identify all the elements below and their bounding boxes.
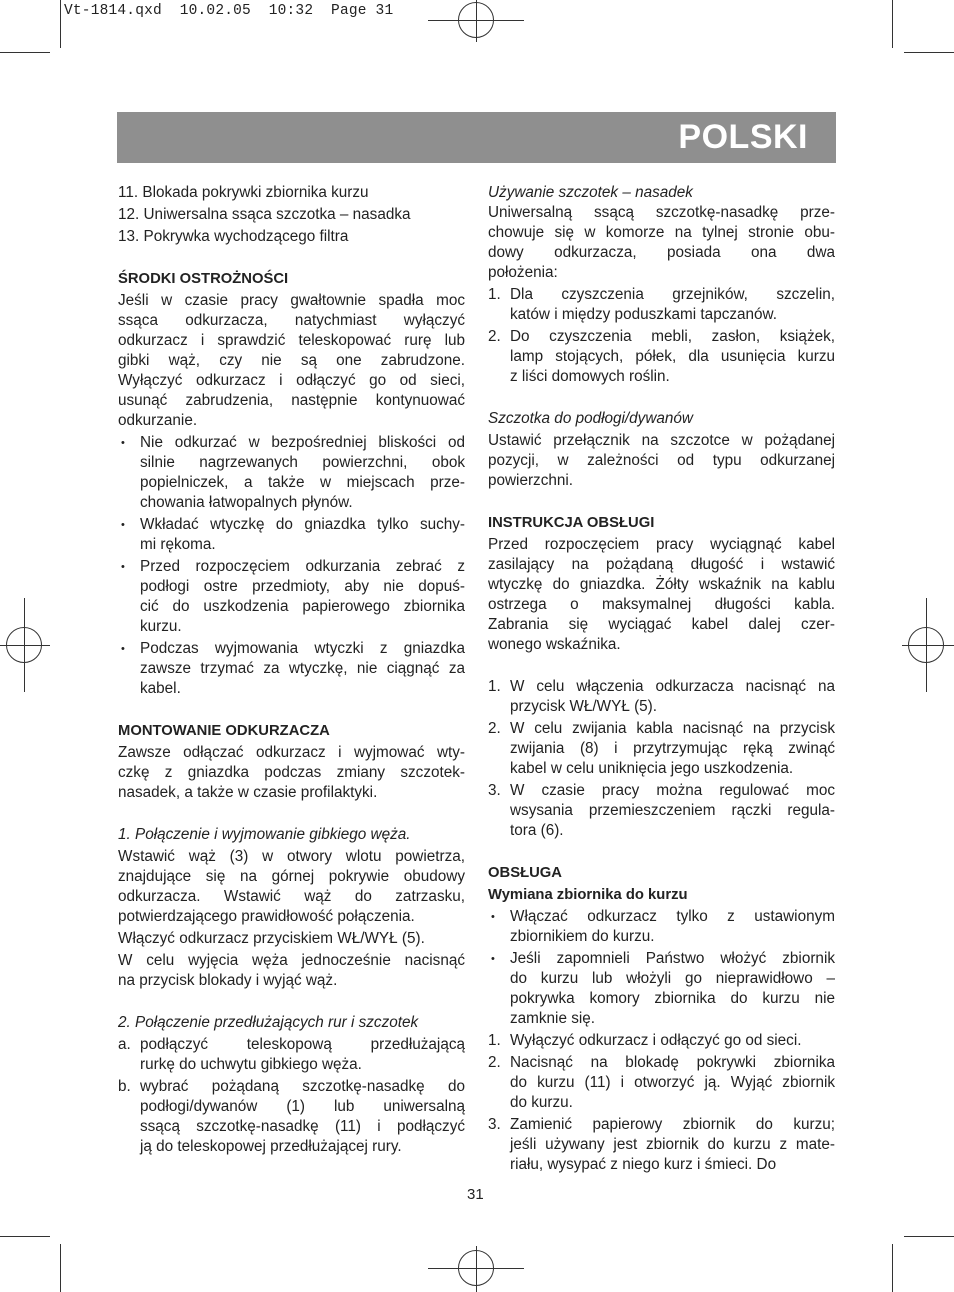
numbered-item [488,1031,835,1051]
item-text: przycisk WŁ/WYŁ (5). [510,698,658,715]
section-heading: MONTOWANIE ODKURZACZA [118,723,330,739]
item-text: do kurzu (11) i otworzyć ją. Wyjąć zbiornik [510,1074,835,1091]
item-marker: 1. [488,678,501,695]
item-text: W czasie pracy można regulować moc [510,782,835,799]
paragraph-line: Wyłączyć odkurzacz i odłączyć go od sieci, [118,372,465,389]
bullet-text: podłogi ostre przedmioty, aby nie dopuś- [140,578,465,595]
bullet-text: Podczas wyjmowania wtyczki z gniazdka [140,640,465,657]
item-marker: 2. [488,328,501,345]
numbered-item [488,1053,835,1113]
paragraph-line: odkurzacza. Wstawić wąż do zatrzasku, [118,888,465,905]
item-text: wybrać pożądaną szczotkę-nasadkę do [140,1078,465,1095]
crop-mark [60,1244,61,1292]
item-marker: 3. [488,782,501,799]
paragraph-line: Przed rozpoczęciem pracy wyciągnąć kabel [488,536,835,553]
item-text: Wyłączyć odkurzacz i odłączyć go od sieci. [510,1032,802,1049]
crop-mark [904,1236,954,1237]
subsection-title: 2. Połączenie przedłużających rur i szczotek [118,1014,419,1031]
crop-mark [0,52,50,53]
item-text: z liści domowych roślin. [510,368,670,385]
parts-list-item: 12. Uniwersalna ssąca szczotka – nasadka [118,206,411,223]
bullet-text: Przed rozpoczęciem odkurzania zebrać z [140,558,465,575]
subsection-heading: Wymiana zbiornika do kurzu [488,887,688,903]
paragraph-line: Wstawić wąż (3) w otwory wlotu powietrza, [118,848,465,865]
bullet-text: popielniczek, a także w miejscach prze- [140,474,465,491]
paragraph-line: wonego wskaźnika. [488,636,621,653]
bullet-marker: • [491,911,495,923]
bullet-item [118,557,465,637]
bullet-text: zbiornikiem do kurzu. [510,928,655,945]
item-text: Do czyszczenia mebli, zasłon, książek, [510,328,835,345]
bullet-item [488,949,835,1029]
bullet-marker: • [121,437,125,449]
numbered-item [488,1115,835,1175]
paragraph-line: Jeśli w czasie pracy gwałtownie spadła moc [118,292,465,309]
bullet-text: silnie nagrzewanych powierzchni, obok [140,454,465,471]
item-text: do kurzu. [510,1094,573,1111]
bullet-marker: • [121,561,125,573]
item-marker: 1. [488,286,501,303]
paragraph-line: usunąć zabrudzenia, następnie kontynuować [118,392,465,409]
paragraph-line: nasadek, a także w czasie profilaktyki. [118,784,378,801]
item-text: W celu zwijania kabla nacisnąć na przycisk [510,720,835,737]
numbered-item [118,1035,465,1075]
paragraph-line: znajdujące się na górnej pokrywie obudowy [118,868,465,885]
paragraph-line: ostrzega o maksymalnej długości kabla. [488,596,835,613]
bullet-item [118,639,465,699]
bullet-text: Włączać odkurzacz tylko z ustawionym [510,908,835,925]
numbered-item [488,781,835,841]
crop-mark [892,0,893,48]
item-text: zwijania (8) i przytrzymując ręką zwinąć [510,740,835,757]
item-marker: b. [118,1078,131,1095]
parts-list-item: 11. Blokada pokrywki zbiornika kurzu [118,184,369,201]
item-text: Dla czyszczenia grzejników, szczelin, [510,286,835,303]
section-heading: OBSŁUGA [488,865,562,881]
bullet-item [118,433,465,513]
left-column [118,183,465,1157]
paragraph-line: Zawsze odłączać odkurzacz i wyjmować wty- [118,744,465,761]
item-text: ssącą szczotkę-nasadkę (11) i podłączyć [140,1118,465,1135]
bullet-text: mi rękoma. [140,536,216,553]
paragraph-line: na przycisk blokady i wyjąć wąż. [118,972,338,989]
bullet-text: cić do uszkodzenia papierowego zbiornika [140,598,465,615]
bullet-item [488,907,835,947]
item-text: Zamienić papierowy zbiornik do kurzu; [510,1116,835,1133]
section-heading: INSTRUKCJA OBSŁUGI [488,515,655,531]
bullet-text: zamknie się. [510,1010,596,1027]
page-number: 31 [467,1186,484,1203]
bullet-marker: • [121,643,125,655]
paragraph-line: potwierdzającego prawidłowość połączenia. [118,908,415,925]
item-text: tora (6). [510,822,564,839]
paragraph-line: W celu wyjęcia węża jednocześnie nacisnąć [118,952,465,969]
item-marker: 2. [488,720,501,737]
item-marker: a. [118,1036,131,1053]
numbered-item [488,327,835,387]
bullet-text: Nie odkurzać w bezpośredniej bliskości od [140,434,465,451]
numbered-item [488,719,835,779]
item-text: W celu włączenia odkurzacza nacisnąć na [510,678,835,695]
paragraph-line: chowuje się w komorze na tylnej stronie obu- [488,224,835,241]
item-marker: 1. [488,1032,501,1049]
bullet-marker: • [121,519,125,531]
subsection-title: 1. Połączenie i wyjmowanie gibkiego węża. [118,826,411,843]
crop-mark [0,1236,50,1237]
item-text: riału, wysypać z niego kurz i śmieci. Do [510,1156,777,1173]
item-text: kabel w celu uniknięcia jego uszkodzenia. [510,760,794,777]
item-text: katów i między poduszkami tapczanów. [510,306,777,323]
item-text: Nacisnąć na blokadę pokrywki zbiornika [510,1054,835,1071]
bullet-text: Wkładać wtyczkę do gniazdka tylko suchy- [140,516,465,533]
bullet-text: do kurzu lub włożyli go nieprawidłowo – [510,970,835,987]
bullet-text: pokrywka komory zbiornika do kurzu nie [510,990,835,1007]
language-banner [117,112,836,163]
item-marker: 3. [488,1116,501,1133]
crop-mark [904,52,954,53]
paragraph-line: Włączyć odkurzacz przyciskiem WŁ/WYŁ (5). [118,930,425,947]
numbered-item [488,677,835,717]
item-text: rurkę do uchwytu gibkiego węża. [140,1056,362,1073]
paragraph-line: dowy odkurzacza, posiada ona dwa [488,244,835,261]
banner-title: POLSKI [678,118,808,156]
paragraph-line: ssąca odkurzacza, natychmiast wyłączyć [118,312,465,329]
item-text: podłączyć teleskopową przedłużającą [140,1036,465,1053]
item-text: wsysania przemieszczeniem rączki regula- [510,802,835,819]
item-text: jeśli używany jest zbiornik do kurzu z mate- [510,1136,835,1153]
crop-mark [892,1244,893,1292]
bullet-text: kurzu. [140,618,182,635]
file-slug: Vt-1814.qxd 10.02.05 10:32 Page 31 [64,3,394,19]
item-text: podłogi/dywanów (1) lub uniwersalną [140,1098,465,1115]
paragraph-line: Uniwersalną ssącą szczotkę-nasadkę prze- [488,204,835,221]
right-column [488,183,835,1175]
numbered-item [488,285,835,325]
parts-list-item: 13. Pokrywka wychodzącego filtra [118,228,349,245]
bullet-text: kabel. [140,680,181,697]
bullet-text: Jeśli zapomnieli Państwo włożyć zbiornik [510,950,835,967]
bullet-marker: • [491,953,495,965]
paragraph-line: zasilający na pożądaną długość i wstawić [488,556,835,573]
paragraph-line: Zabrania się wyciągać kabel dalej czer- [488,616,835,633]
subsection-title: Używanie szczotek – nasadek [488,184,693,201]
bullet-text: zawsze trzymać za wtyczkę, nie ciągnąć za [140,660,465,677]
numbered-item [118,1077,465,1157]
item-marker: 2. [488,1054,501,1071]
item-text: lamp stojących, półek, dla usunięcia kurzu [510,348,835,365]
item-text: ją do teleskopowej przedłużającej rury. [140,1138,402,1155]
paragraph-line: pozycji, w zależności od typu odkurzanej [488,452,835,469]
paragraph-line: położenia: [488,264,558,281]
section-heading: ŚRODKI OSTROŻNOŚCI [118,271,289,287]
paragraph-line: odkurzacz i sprawdzić teleskopować rurę lub [118,332,465,349]
subsection-title: Szczotka do podłogi/dywanów [488,410,693,427]
paragraph-line: powierzchni. [488,472,574,489]
paragraph-line: wtyczkę do gniazdka. Żółty wskaźnik na kablu [488,576,835,593]
paragraph-line: odkurzanie. [118,412,198,429]
paragraph-line: czkę z gniazdka podczas zmiany szczotek- [118,764,465,781]
crop-mark [60,0,61,48]
bullet-text: chowania łatwopalnych płynów. [140,494,353,511]
paragraph-line: gibki wąż, czy nie są one zabrudzone. [118,352,465,369]
paragraph-line: Ustawić przełącznik na szczotce w pożądanej [488,432,835,449]
bullet-item [118,515,465,555]
